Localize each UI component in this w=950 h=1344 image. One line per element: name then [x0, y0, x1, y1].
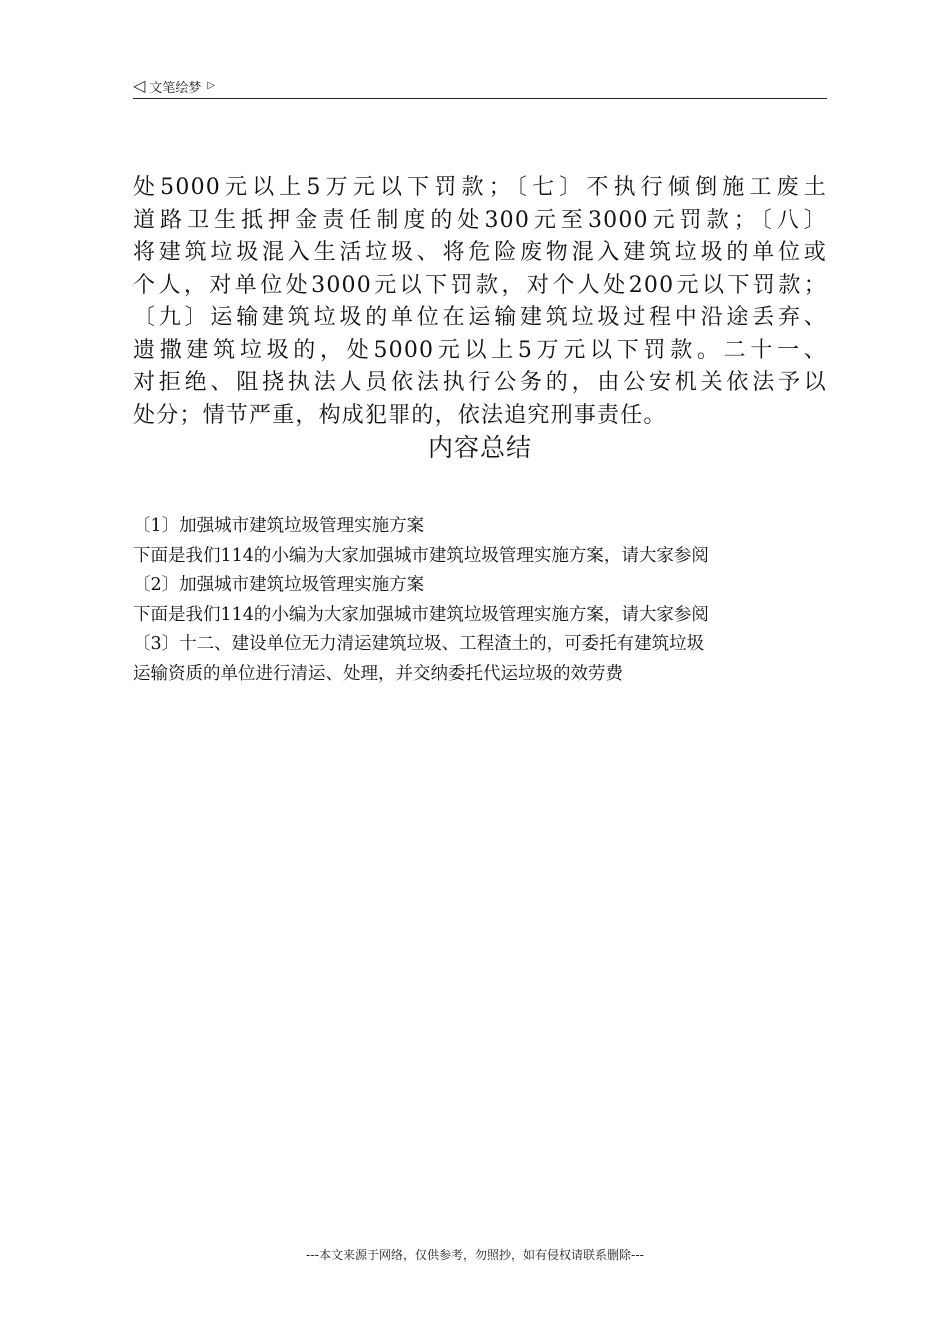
body-paragraph — [133, 172, 827, 432]
body-line: 处5000元以上5万元以下罚款；〔七〕不执行倾倒施工废土 — [133, 175, 827, 200]
triangle-right-icon: ▷ — [207, 80, 216, 91]
summary-line: 〔1〕加强城市建筑垃圾管理实施方案 — [133, 516, 425, 536]
body-line: 对拒绝、阻挠执法人员依法执行公务的，由公安机关依法予以 — [133, 370, 827, 395]
triangle-left-icon: ◁ — [133, 76, 146, 95]
page-footer: ---本文来源于网络，仅供参考，勿照抄，如有侵权请联系删除--- — [306, 1248, 644, 1262]
body-line: 处分；情节严重，构成犯罪的，依法追究刑事责任。 — [133, 402, 667, 428]
body-line: 〔九〕运输建筑垃圾的单位在运输建筑垃圾过程中沿途丢弃、 — [133, 305, 827, 330]
summary-list — [133, 512, 827, 689]
body-line: 个人，对单位处3000元以下罚款，对个人处200元以下罚款； — [133, 272, 827, 298]
body-line: 道路卫生抵押金责任制度的处300元至3000元罚款；〔八〕 — [133, 207, 827, 233]
summary-line: 〔3〕十二、建设单位无力清运建筑垃圾、工程渣土的，可委托有建筑垃圾 — [133, 634, 705, 654]
summary-line: 运输资质的单位进行清运、处理，并交纳委托代运垃圾的效劳费 — [133, 663, 623, 684]
header-title: 文笔绘梦 — [149, 80, 202, 96]
summary-line: 〔2〕加强城市建筑垃圾管理实施方案 — [133, 575, 425, 595]
page-header — [133, 74, 827, 99]
summary-line: 下面是我们114的小编为大家加强城市建筑垃圾管理实施方案，请大家参阅 — [133, 545, 709, 566]
body-line: 遗撒建筑垃圾的，处5000元以上5万元以下罚款。二十一、 — [133, 337, 827, 363]
summary-line: 下面是我们114的小编为大家加强城市建筑垃圾管理实施方案，请大家参阅 — [133, 604, 709, 625]
summary-heading: 内容总结 — [427, 433, 532, 462]
body-line: 将建筑垃圾混入生活垃圾、将危险废物混入建筑垃圾的单位或 — [133, 240, 827, 265]
